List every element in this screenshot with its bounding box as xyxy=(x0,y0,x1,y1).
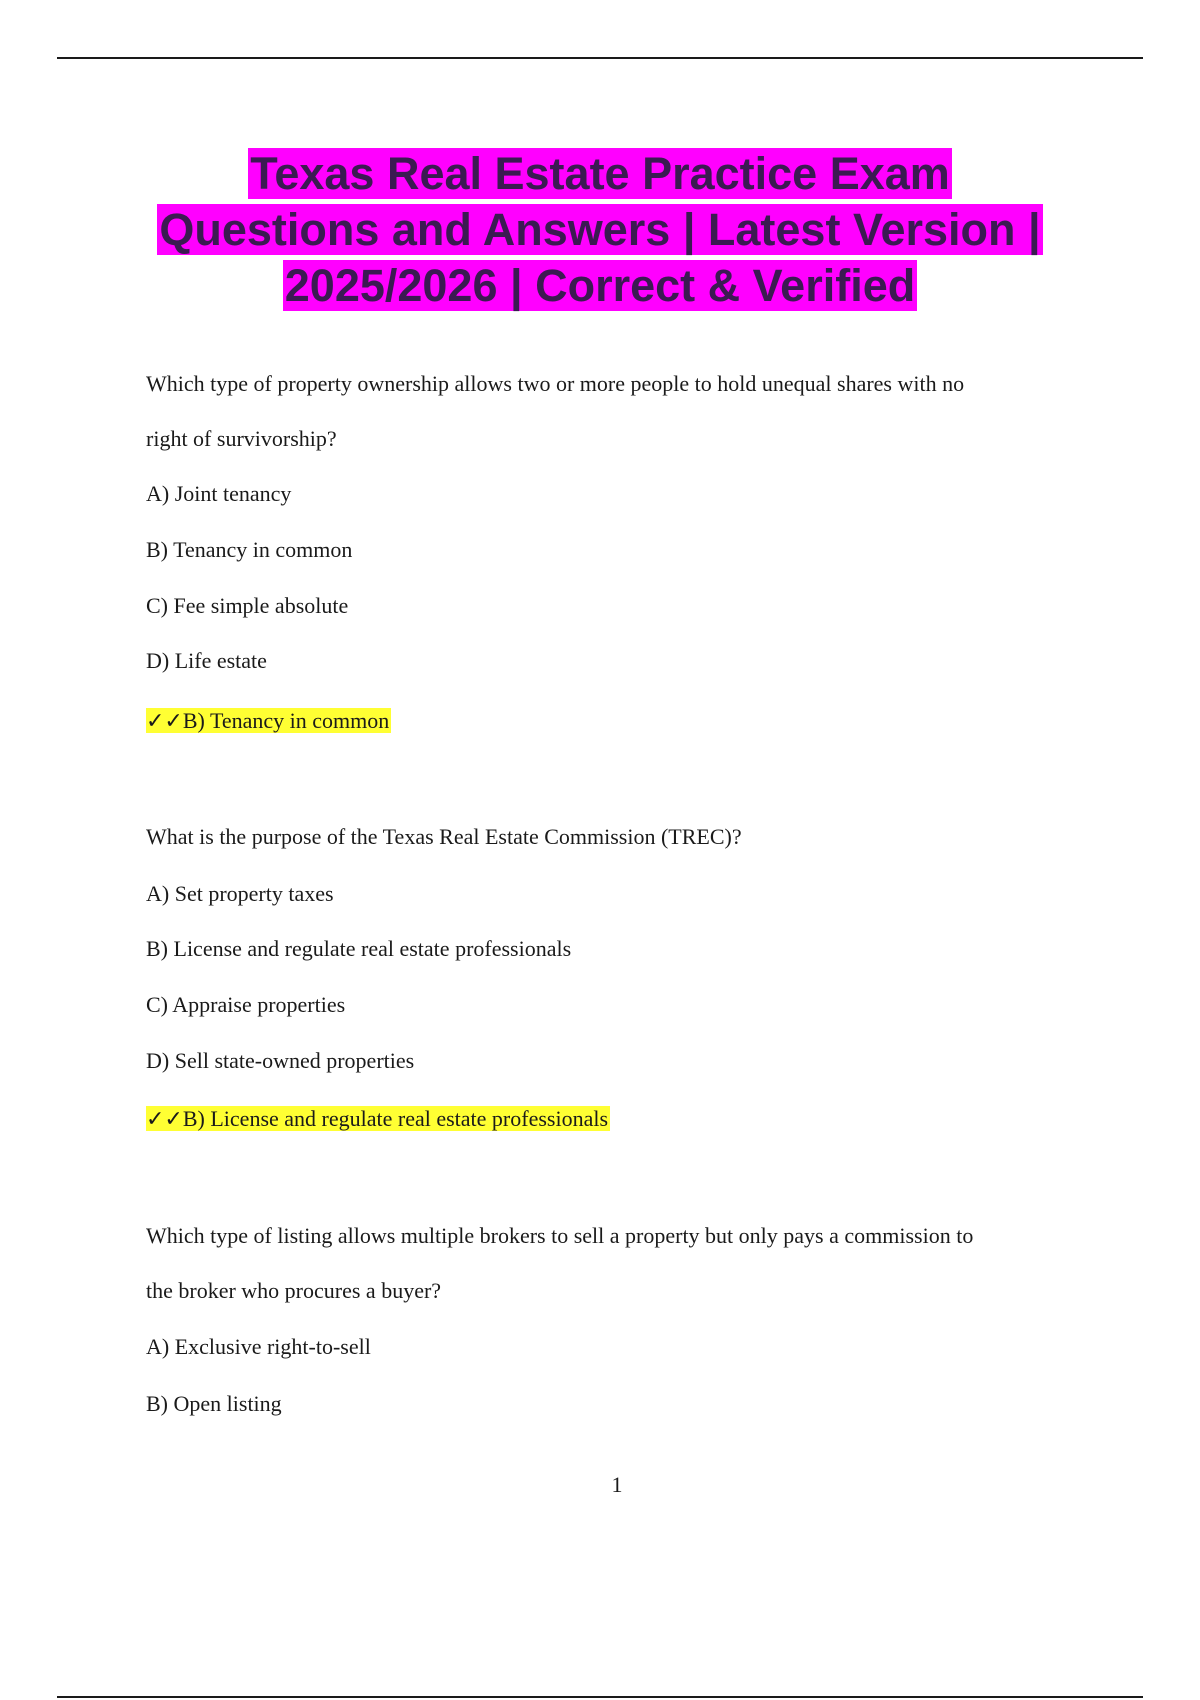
question-1-option-b: B) Tenancy in common xyxy=(146,537,353,562)
question-1-line-1: Which type of property ownership allows two or more people to hold unequal shares with no xyxy=(146,371,965,396)
question-2-option-b: B) License and regulate real estate professionals xyxy=(146,936,572,961)
question-2-option-a: A) Set property taxes xyxy=(146,881,334,906)
question-3-line-2: the broker who procures a buyer? xyxy=(146,1278,442,1303)
question-2-option-d: D) Sell state-owned properties xyxy=(146,1048,415,1073)
question-2-answer-text: ✓✓B) License and regulate real estate professionals xyxy=(146,1106,609,1131)
page-title-text: Texas Real Estate Practice Exam Questions and Answers | Latest Version | 2025/2026 | Correct & Verified xyxy=(159,148,1041,311)
question-1-line-2: right of survivorship? xyxy=(146,426,337,451)
question-1-answer-text: ✓✓B) Tenancy in common xyxy=(146,708,390,733)
question-1-option-a: A) Joint tenancy xyxy=(146,481,292,506)
question-2-line-1: What is the purpose of the Texas Real Estate Commission (TREC)? xyxy=(146,824,742,849)
question-2-answer xyxy=(146,1104,610,1134)
page-number: 1 xyxy=(611,1472,623,1497)
question-3-option-a: A) Exclusive right-to-sell xyxy=(146,1334,371,1359)
question-1-option-d: D) Life estate xyxy=(146,648,267,673)
bottom-rule xyxy=(57,1696,1143,1698)
question-3-option-b: B) Open listing xyxy=(146,1391,282,1416)
question-1-option-c: C) Fee simple absolute xyxy=(146,593,349,618)
question-1-answer xyxy=(146,706,391,736)
question-3-line-1: Which type of listing allows multiple brokers to sell a property but only pays a commission to xyxy=(146,1223,974,1248)
question-2-option-c: C) Appraise properties xyxy=(146,992,346,1017)
